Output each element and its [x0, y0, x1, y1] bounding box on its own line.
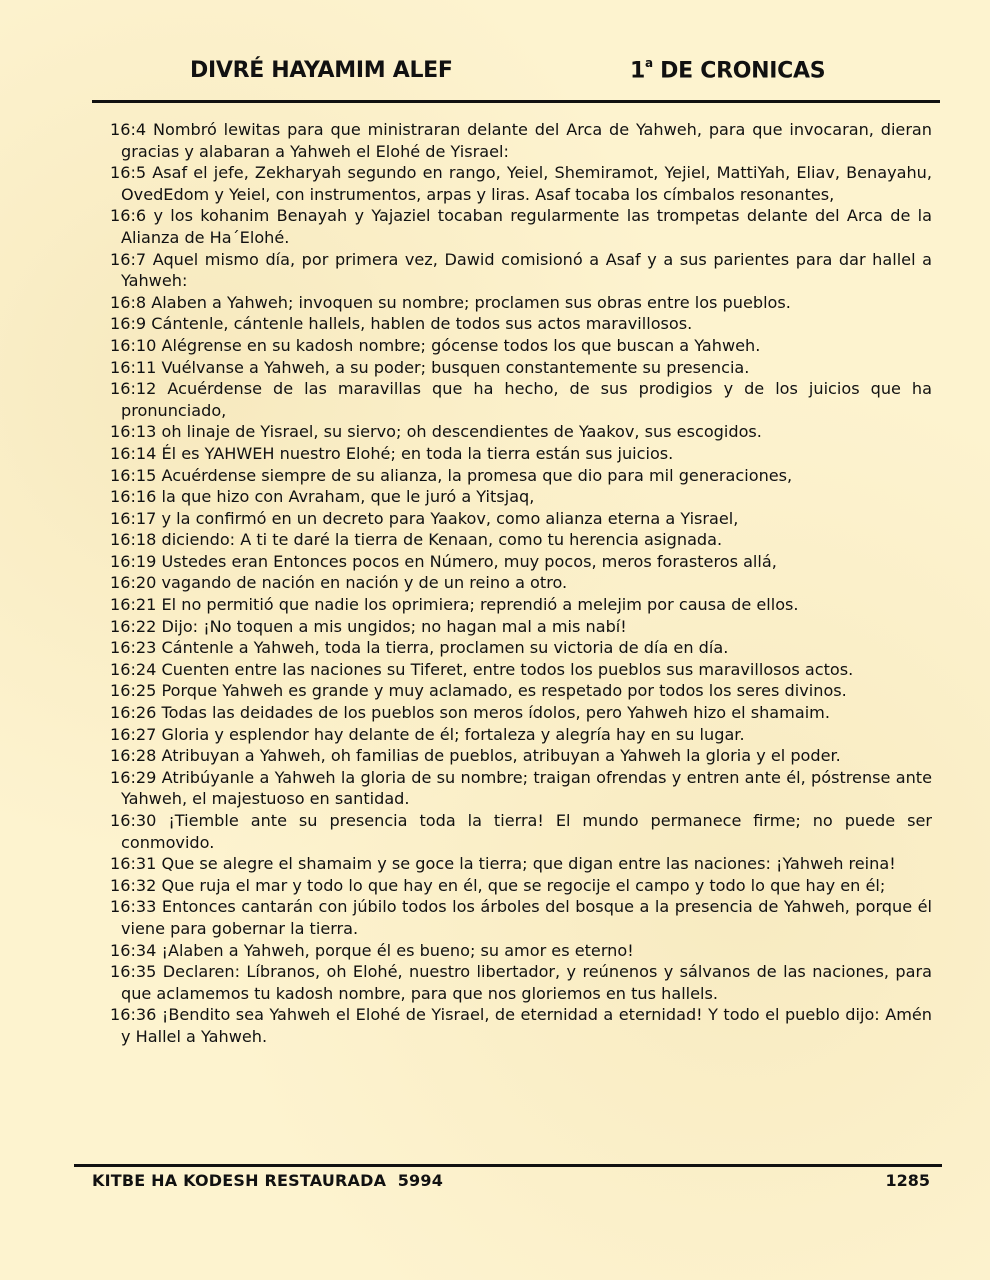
verse: 16:28 Atribuyan a Yahweh, oh familias de pueblos, atribuyan a Yahweh la gloria y el poder.: [110, 746, 841, 766]
verse: 16:35 Declaren: Líbranos, oh Elohé, nuestro libertador, y reúnenos y sálvanos de las naciones, para que aclamemos tu kadosh nombre, para que nos gloriemos en tus hallels.: [110, 962, 932, 1003]
footer-divider: [74, 1164, 942, 1167]
verse: 16:30 ¡Tiemble ante su presencia toda la tierra! El mundo permanece firme; no puede ser conmovido.: [110, 811, 932, 852]
verse: 16:31 Que se alegre el shamaim y se goce la tierra; que digan entre las naciones: ¡Yahweh reina!: [110, 854, 896, 874]
verse: 16:7 Aquel mismo día, por primera vez, Dawid comisionó a Asaf y a sus parientes para dar hallel a Yahweh:: [110, 249, 932, 291]
book-number: 1: [630, 58, 646, 84]
verse: 16:19 Ustedes eran Entonces pocos en Número, muy pocos, meros forasteros allá,: [110, 551, 777, 571]
verse: 16:29 Atribúyanle a Yahweh la gloria de su nombre; traigan ofrendas y entren ante él, póstrense ante Yahweh, el majestuoso en santidad.: [110, 767, 932, 809]
verse: 16:6 y los kohanim Benayah y Yajaziel tocaban regularmente las trompetas delante del Arca de la Alianza de Ha´Elohé.: [110, 206, 932, 247]
verse: 16:34 ¡Alaben a Yahweh, porque él es bueno; su amor es eterno!: [110, 940, 634, 960]
verse: 16:27 Gloria y esplendor hay delante de él; fortaleza y alegría hay en su lugar.: [110, 724, 745, 744]
footer-title: KITBE HA KODESH RESTAURADA 5994: [92, 1171, 444, 1190]
verse: 16:33 Entonces cantarán con júbilo todos los árboles del bosque a la presencia de Yahweh, porque él viene para gobernar la tierra.: [110, 897, 932, 938]
verse: 16:9 Cántenle, cántenle hallels, hablen de todos sus actos maravillosos.: [110, 314, 693, 334]
verse: 16:17 y la confirmó en un decreto para Yaakov, como alianza eterna a Yisrael,: [110, 508, 739, 528]
verse: 16:32 Que ruja el mar y todo lo que hay en él, que se regocije el campo y todo lo que hay en él;: [110, 875, 886, 895]
ordinal-suffix: a: [645, 56, 653, 70]
verse: 16:26 Todas las deidades de los pueblos son meros ídolos, pero Yahweh hizo el shamaim.: [110, 703, 830, 723]
page-header: [90, 58, 940, 100]
book-name: DE CRONICAS: [652, 58, 826, 84]
verse-list: [110, 119, 932, 1048]
book-title-hebrew: DIVRÉ HAYAMIM ALEF: [190, 58, 453, 83]
verse: 16:13 oh linaje de Yisrael, su siervo; oh descendientes de Yaakov, sus escogidos.: [110, 422, 762, 442]
verse: 16:18 diciendo: A ti te daré la tierra de Kenaan, como tu herencia asignada.: [110, 530, 723, 550]
verse: 16:20 vagando de nación en nación y de un reino a otro.: [110, 573, 568, 593]
verse: 16:21 El no permitió que nadie los oprimiera; reprendió a melejim por causa de ellos.: [110, 595, 799, 615]
verse: 16:12 Acuérdense de las maravillas que ha hecho, de sus prodigios y de los juicios que ha pronunciado,: [110, 379, 932, 420]
verse: 16:36 ¡Bendito sea Yahweh el Elohé de Yisrael, de eternidad a eternidad! Y todo el pueblo dijo: Amén y Hallel a Yahweh.: [110, 1005, 932, 1046]
page-number: 1285: [885, 1171, 930, 1190]
verse: 16:25 Porque Yahweh es grande y muy aclamado, es respetado por todos los seres divinos.: [110, 681, 847, 701]
verse: 16:4 Nombró lewitas para que ministraran delante del Arca de Yahweh, para que invocaran, dieran gracias y alabaran a Yahweh el Elohé de Yisrael:: [110, 120, 932, 161]
header-divider: [92, 100, 940, 103]
verse: 16:14 Él es YAHWEH nuestro Elohé; en toda la tierra están sus juicios.: [110, 443, 674, 463]
verse: 16:22 Dijo: ¡No toquen a mis ungidos; no hagan mal a mis nabí!: [110, 616, 627, 636]
verse: 16:8 Alaben a Yahweh; invoquen su nombre; proclamen sus obras entre los pueblos.: [110, 292, 791, 312]
verse: 16:11 Vuélvanse a Yahweh, a su poder; busquen constantemente su presencia.: [110, 357, 750, 377]
verse: 16:16 la que hizo con Avraham, que le juró a Yitsjaq,: [110, 487, 535, 507]
verse: 16:15 Acuérdense siempre de su alianza, la promesa que dio para mil generaciones,: [110, 465, 793, 485]
verse: 16:10 Alégrense en su kadosh nombre; gócense todos los que buscan a Yahweh.: [110, 335, 761, 355]
verse: 16:5 Asaf el jefe, Zekharyah segundo en rango, Yeiel, Shemiramot, Yejiel, MattiYah, Eliav, Benayahu, OvedEdom y Yeiel, con instrumentos, arpas y liras. Asaf tocaba los címbalos resonantes,: [110, 163, 932, 204]
verse: 16:23 Cántenle a Yahweh, toda la tierra, proclamen su victoria de día en día.: [110, 638, 729, 658]
verse: 16:24 Cuenten entre las naciones su Tiferet, entre todos los pueblos sus maravillosos actos.: [110, 659, 854, 679]
book-title-spanish: [630, 58, 825, 83]
